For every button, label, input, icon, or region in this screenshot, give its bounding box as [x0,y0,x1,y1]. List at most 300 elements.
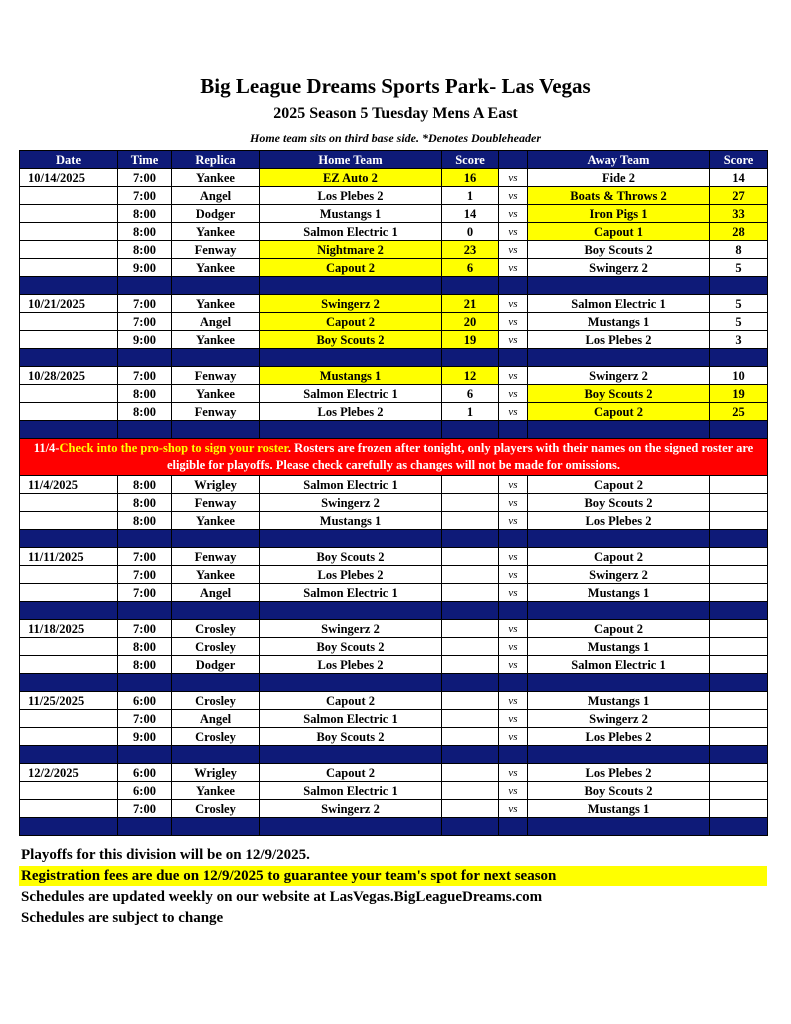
away-score [710,512,768,530]
game-date: 10/14/2025 [20,169,118,187]
table-row [20,800,768,818]
home-team: Mustangs 1 [260,512,442,530]
col-replica: Replica [172,151,260,169]
separator-cell [172,530,260,548]
away-score [710,548,768,566]
home-team: Swingerz 2 [260,800,442,818]
home-team: Swingerz 2 [260,295,442,313]
game-replica: Fenway [172,241,260,259]
home-team: Los Plebes 2 [260,656,442,674]
game-time: 8:00 [118,241,172,259]
game-date [20,512,118,530]
col-away-team: Away Team [528,151,710,169]
home-score [442,548,499,566]
vs-label: vs [499,782,528,800]
separator-cell [710,421,768,439]
separator-cell [20,746,118,764]
game-replica: Fenway [172,494,260,512]
home-team: Capout 2 [260,259,442,277]
away-team: Capout 1 [528,223,710,241]
playoffs-note: Playoffs for this division will be on 12/9/2025. [21,847,310,863]
home-team: Capout 2 [260,692,442,710]
week-separator [20,421,768,439]
home-score [442,764,499,782]
away-score [710,620,768,638]
table-header-row [20,151,768,169]
week-separator [20,530,768,548]
vs-label: vs [499,548,528,566]
game-date [20,223,118,241]
game-time: 8:00 [118,656,172,674]
game-replica: Crosley [172,638,260,656]
home-team: Boy Scouts 2 [260,728,442,746]
subject-to-change-note: Schedules are subject to change [21,910,224,926]
game-date [20,584,118,602]
separator-cell [20,602,118,620]
game-time: 7:00 [118,584,172,602]
table-row [20,710,768,728]
game-time: 7:00 [118,187,172,205]
separator-cell [528,530,710,548]
game-time: 7:00 [118,313,172,331]
vs-label: vs [499,385,528,403]
home-team: Swingerz 2 [260,620,442,638]
separator-cell [118,421,172,439]
home-score [442,692,499,710]
separator-cell [20,421,118,439]
col-home-score: Score [442,151,499,169]
home-team: Nightmare 2 [260,241,442,259]
schedule-body [20,169,768,836]
home-score: 20 [442,313,499,331]
home-score: 1 [442,187,499,205]
separator-cell [172,349,260,367]
home-score: 6 [442,259,499,277]
away-team: Boy Scouts 2 [528,494,710,512]
roster-notice-date: 11/4- [33,441,60,455]
away-score: 19 [710,385,768,403]
game-time: 8:00 [118,205,172,223]
game-replica: Yankee [172,223,260,241]
home-score [442,656,499,674]
table-row [20,367,768,385]
home-team: Capout 2 [260,313,442,331]
away-team: Boy Scouts 2 [528,241,710,259]
vs-label: vs [499,512,528,530]
game-date: 11/4/2025 [20,476,118,494]
separator-cell [442,746,499,764]
table-row [20,313,768,331]
game-date [20,205,118,223]
home-team: Swingerz 2 [260,494,442,512]
table-row [20,403,768,421]
away-team: Los Plebes 2 [528,764,710,782]
table-row [20,494,768,512]
game-time: 7:00 [118,367,172,385]
table-row [20,692,768,710]
page-title: Big League Dreams Sports Park- Las Vegas [200,74,591,98]
away-team: Boy Scouts 2 [528,385,710,403]
home-team: Capout 2 [260,764,442,782]
away-score [710,638,768,656]
home-score [442,800,499,818]
separator-cell [528,277,710,295]
game-date [20,566,118,584]
game-time: 9:00 [118,728,172,746]
game-replica: Wrigley [172,476,260,494]
away-score [710,494,768,512]
home-team: Salmon Electric 1 [260,223,442,241]
separator-cell [710,277,768,295]
game-replica: Fenway [172,367,260,385]
game-date [20,313,118,331]
home-score [442,512,499,530]
registration-note: Registration fees are due on 12/9/2025 to guarantee your team's spot for next season [19,866,767,886]
table-row [20,187,768,205]
page-subtitle: 2025 Season 5 Tuesday Mens A East [273,105,518,122]
game-date: 11/25/2025 [20,692,118,710]
away-team: Swingerz 2 [528,710,710,728]
table-row [20,205,768,223]
separator-cell [20,277,118,295]
separator-cell [172,421,260,439]
col-date: Date [20,151,118,169]
separator-cell [528,818,710,836]
home-score: 0 [442,223,499,241]
vs-label: vs [499,710,528,728]
table-row [20,656,768,674]
game-date: 10/28/2025 [20,367,118,385]
vs-label: vs [499,169,528,187]
away-score: 5 [710,313,768,331]
game-date [20,403,118,421]
separator-cell [20,530,118,548]
separator-cell [442,818,499,836]
separator-cell [260,277,442,295]
table-row [20,620,768,638]
week-separator [20,818,768,836]
away-team: Capout 2 [528,403,710,421]
away-score [710,710,768,728]
vs-label: vs [499,331,528,349]
game-time: 7:00 [118,548,172,566]
separator-cell [118,674,172,692]
vs-label: vs [499,638,528,656]
separator-cell [528,421,710,439]
week-separator [20,746,768,764]
roster-notice-row [20,439,768,476]
game-date [20,331,118,349]
separator-cell [118,746,172,764]
away-score: 27 [710,187,768,205]
game-time: 7:00 [118,566,172,584]
separator-cell [499,674,528,692]
separator-cell [172,602,260,620]
home-score: 21 [442,295,499,313]
game-time: 8:00 [118,403,172,421]
table-row [20,638,768,656]
separator-cell [118,530,172,548]
vs-label: vs [499,187,528,205]
week-separator [20,602,768,620]
home-score [442,710,499,728]
home-score [442,584,499,602]
game-time: 9:00 [118,331,172,349]
separator-cell [528,349,710,367]
game-time: 8:00 [118,512,172,530]
home-score [442,638,499,656]
away-team: Mustangs 1 [528,638,710,656]
table-row [20,728,768,746]
vs-label: vs [499,800,528,818]
game-replica: Dodger [172,656,260,674]
col-time: Time [118,151,172,169]
game-date [20,782,118,800]
home-score: 16 [442,169,499,187]
home-score [442,620,499,638]
vs-label: vs [499,494,528,512]
home-team: Mustangs 1 [260,205,442,223]
vs-label: vs [499,367,528,385]
separator-cell [20,674,118,692]
vs-label: vs [499,403,528,421]
away-team: Fide 2 [528,169,710,187]
game-date: 11/18/2025 [20,620,118,638]
game-replica: Fenway [172,403,260,421]
separator-cell [118,277,172,295]
separator-cell [20,349,118,367]
separator-cell [260,602,442,620]
away-team: Iron Pigs 1 [528,205,710,223]
separator-cell [172,277,260,295]
table-row [20,566,768,584]
separator-cell [118,818,172,836]
separator-cell [528,674,710,692]
game-replica: Yankee [172,259,260,277]
separator-cell [20,818,118,836]
game-time: 7:00 [118,800,172,818]
col-home-team: Home Team [260,151,442,169]
separator-cell [442,421,499,439]
table-row [20,385,768,403]
vs-label: vs [499,620,528,638]
table-row [20,295,768,313]
home-score [442,728,499,746]
away-score: 5 [710,259,768,277]
away-team: Boats & Throws 2 [528,187,710,205]
col-vs [499,151,528,169]
home-score: 14 [442,205,499,223]
away-score: 14 [710,169,768,187]
vs-label: vs [499,205,528,223]
game-replica: Wrigley [172,764,260,782]
home-team: Mustangs 1 [260,367,442,385]
table-row [20,584,768,602]
away-score: 3 [710,331,768,349]
home-team: Boy Scouts 2 [260,331,442,349]
separator-cell [710,349,768,367]
home-team: Los Plebes 2 [260,187,442,205]
week-separator [20,349,768,367]
vs-label: vs [499,764,528,782]
game-replica: Angel [172,187,260,205]
separator-cell [710,674,768,692]
separator-cell [710,602,768,620]
game-time: 7:00 [118,620,172,638]
game-time: 8:00 [118,494,172,512]
home-score [442,782,499,800]
game-replica: Angel [172,584,260,602]
game-time: 6:00 [118,782,172,800]
roster-notice-highlight: Check into the pro-shop to sign your roster [59,441,288,455]
separator-cell [499,349,528,367]
separator-cell [499,602,528,620]
home-team-note: Home team sits on third base side. *Denotes Doubleheader [250,131,541,145]
separator-cell [118,602,172,620]
game-replica: Angel [172,313,260,331]
away-score [710,764,768,782]
table-row [20,223,768,241]
table-row [20,764,768,782]
away-team: Swingerz 2 [528,367,710,385]
separator-cell [528,602,710,620]
separator-cell [442,602,499,620]
vs-label: vs [499,259,528,277]
separator-cell [260,818,442,836]
table-row [20,259,768,277]
game-date: 10/21/2025 [20,295,118,313]
game-time: 9:00 [118,259,172,277]
game-date [20,800,118,818]
game-replica: Yankee [172,385,260,403]
home-score [442,494,499,512]
separator-cell [260,421,442,439]
game-date [20,728,118,746]
roster-notice [20,439,768,476]
home-score [442,566,499,584]
away-team: Los Plebes 2 [528,728,710,746]
away-score [710,476,768,494]
game-time: 6:00 [118,764,172,782]
away-score [710,656,768,674]
separator-cell [172,674,260,692]
game-date [20,656,118,674]
game-date [20,241,118,259]
home-team: Salmon Electric 1 [260,385,442,403]
away-team: Los Plebes 2 [528,331,710,349]
away-score: 25 [710,403,768,421]
home-team: Boy Scouts 2 [260,638,442,656]
separator-cell [499,421,528,439]
table-row [20,548,768,566]
vs-label: vs [499,313,528,331]
website-note: Schedules are updated weekly on our website at LasVegas.BigLeagueDreams.com [21,889,543,905]
home-score: 6 [442,385,499,403]
game-replica: Crosley [172,620,260,638]
away-score [710,800,768,818]
away-score: 28 [710,223,768,241]
separator-cell [442,349,499,367]
home-team: Boy Scouts 2 [260,548,442,566]
away-team: Mustangs 1 [528,800,710,818]
separator-cell [528,746,710,764]
col-away-score: Score [710,151,768,169]
away-team: Mustangs 1 [528,692,710,710]
separator-cell [442,277,499,295]
vs-label: vs [499,223,528,241]
away-team: Capout 2 [528,620,710,638]
game-replica: Yankee [172,566,260,584]
game-date [20,494,118,512]
vs-label: vs [499,584,528,602]
away-team: Swingerz 2 [528,566,710,584]
home-score: 19 [442,331,499,349]
game-replica: Dodger [172,205,260,223]
separator-cell [499,818,528,836]
game-replica: Crosley [172,728,260,746]
separator-cell [499,746,528,764]
away-team: Capout 2 [528,476,710,494]
separator-cell [260,746,442,764]
week-separator [20,277,768,295]
home-team: Salmon Electric 1 [260,782,442,800]
game-replica: Yankee [172,782,260,800]
away-team: Capout 2 [528,548,710,566]
vs-label: vs [499,656,528,674]
game-date [20,187,118,205]
game-time: 6:00 [118,692,172,710]
separator-cell [172,746,260,764]
away-score [710,692,768,710]
game-replica: Crosley [172,692,260,710]
game-time: 8:00 [118,223,172,241]
game-time: 7:00 [118,710,172,728]
home-team: EZ Auto 2 [260,169,442,187]
vs-label: vs [499,566,528,584]
table-row [20,476,768,494]
table-row [20,169,768,187]
away-team: Los Plebes 2 [528,512,710,530]
home-score: 1 [442,403,499,421]
separator-cell [710,530,768,548]
away-score: 10 [710,367,768,385]
separator-cell [442,530,499,548]
game-time: 8:00 [118,638,172,656]
vs-label: vs [499,476,528,494]
home-team: Salmon Electric 1 [260,476,442,494]
away-team: Salmon Electric 1 [528,656,710,674]
separator-cell [260,674,442,692]
game-time: 7:00 [118,295,172,313]
vs-label: vs [499,295,528,313]
home-score: 12 [442,367,499,385]
home-team: Salmon Electric 1 [260,584,442,602]
away-team: Mustangs 1 [528,313,710,331]
vs-label: vs [499,692,528,710]
game-date [20,638,118,656]
game-date [20,385,118,403]
game-date [20,710,118,728]
away-score [710,728,768,746]
roster-notice-text: . Rosters are frozen after tonight, only players with their names on the signed roster are eligible for playoffs. Please check carefully as changes will not be made for omissions. [166,441,754,472]
week-separator [20,674,768,692]
game-time: 7:00 [118,169,172,187]
separator-cell [260,530,442,548]
separator-cell [499,530,528,548]
game-date [20,259,118,277]
game-replica: Crosley [172,800,260,818]
away-team: Swingerz 2 [528,259,710,277]
